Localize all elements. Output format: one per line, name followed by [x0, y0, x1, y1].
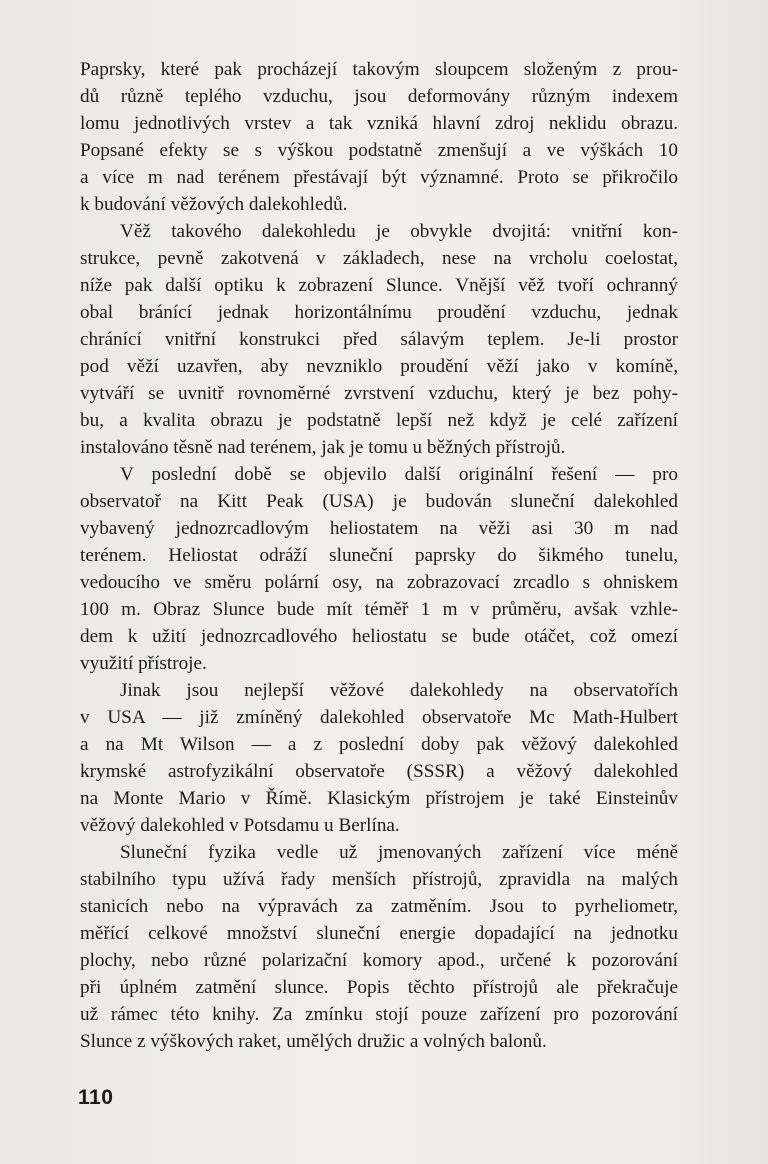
text-line: chránící vnitřní konstrukci před sálavým teplem. Je-li prostor — [80, 329, 678, 350]
text-line: observatoř na Kitt Peak (USA) je budován sluneční dalekohled — [80, 491, 678, 512]
text-line: pod věží uzavřen, aby nevzniklo proudění věží jako v komíně, — [80, 356, 678, 377]
paragraph — [80, 461, 678, 677]
text-line: krymské astrofyzikální observatoře (SSSR) a věžový dalekohled — [80, 761, 678, 782]
text-line: stanicích nebo na výpravách za zatměním. Jsou to pyrheliometr, — [80, 896, 678, 917]
text-line: dů různě teplého vzduchu, jsou deformovány různým indexem — [80, 86, 678, 107]
text-line: Popsané efekty se s výškou podstatně zmenšují a ve výškách 10 — [80, 140, 678, 161]
text-line: při úplném zatmění slunce. Popis těchto přístrojů ale překračuje — [80, 977, 678, 998]
text-line: Paprsky, které pak procházejí takovým sloupcem složeným z prou- — [80, 59, 678, 80]
text-line: využití přístroje. — [80, 653, 207, 674]
text-line: věžový dalekohled v Potsdamu u Berlína. — [80, 815, 400, 836]
text-line: a více m nad terénem přestávají být významné. Proto se přikročilo — [80, 167, 678, 188]
text-line: měřící celkové množství sluneční energie dopadající na jednotku — [80, 923, 678, 944]
text-line: terénem. Heliostat odráží sluneční paprsky do šikmého tunelu, — [80, 545, 678, 566]
paragraph — [80, 218, 678, 461]
paragraph — [80, 56, 678, 218]
text-line: obal bránící jednak horizontálnímu proudění vzduchu, jednak — [80, 302, 678, 323]
text-line: vybavený jednozrcadlovým heliostatem na věži asi 30 m nad — [80, 518, 678, 539]
text-line: instalováno těsně nad terénem, jak je tomu u běžných přístrojů. — [80, 437, 566, 458]
text-line: Věž takového dalekohledu je obvykle dvojitá: vnitřní kon- — [120, 221, 678, 242]
text-line: plochy, nebo různé polarizační komory apod., určené k pozorování — [80, 950, 678, 971]
text-line: 100 m. Obraz Slunce bude mít téměř 1 m v průměru, avšak vzhle- — [80, 599, 678, 620]
text-line: Jinak jsou nejlepší věžové dalekohledy na observatořích — [120, 680, 678, 701]
text-line: stabilního typu užívá řady menších přístrojů, zpravidla na malých — [80, 869, 678, 890]
paragraph — [80, 677, 678, 839]
text-line: Slunce z výškových raket, umělých družic a volných balonů. — [80, 1031, 547, 1052]
text-line: na Monte Mario v Římě. Klasickým přístrojem je také Einsteinův — [80, 788, 678, 809]
text-line: k budování věžových dalekohledů. — [80, 194, 348, 215]
text-line: bu, a kvalita obrazu je podstatně lepší než když je celé zařízení — [80, 410, 678, 431]
paragraph — [80, 839, 678, 1055]
text-line: níže pak další optiku k zobrazení Slunce. Vnější věž tvoří ochranný — [80, 275, 678, 296]
text-line: a na Mt Wilson — a z poslední doby pak věžový dalekohled — [80, 734, 678, 755]
text-line: vytváří se uvnitř rovnoměrné zvrstvení vzduchu, který je bez pohy- — [80, 383, 678, 404]
text-line: v USA — již zmíněný dalekohled observatoře Mc Math-Hulbert — [80, 707, 678, 728]
text-line: vedoucího ve směru polární osy, na zobrazovací zrcadlo s ohniskem — [80, 572, 678, 593]
text-line: Sluneční fyzika vedle už jmenovaných zařízení více méně — [120, 842, 678, 863]
text-line: dem k užití jednozrcadlového heliostatu se bude otáčet, což omezí — [80, 626, 678, 647]
text-line: strukce, pevně zakotvená v základech, nese na vrcholu coelostat, — [80, 248, 678, 269]
text-line: lomu jednotlivých vrstev a tak vzniká hlavní zdroj neklidu obrazu. — [80, 113, 678, 134]
body-text — [80, 56, 678, 1055]
page-number: 110 — [78, 1086, 114, 1109]
text-line: V poslední době se objevilo další originální řešení — pro — [120, 464, 678, 485]
text-line: už rámec této knihy. Za zmínku stojí pouze zařízení pro pozorování — [80, 1004, 678, 1025]
